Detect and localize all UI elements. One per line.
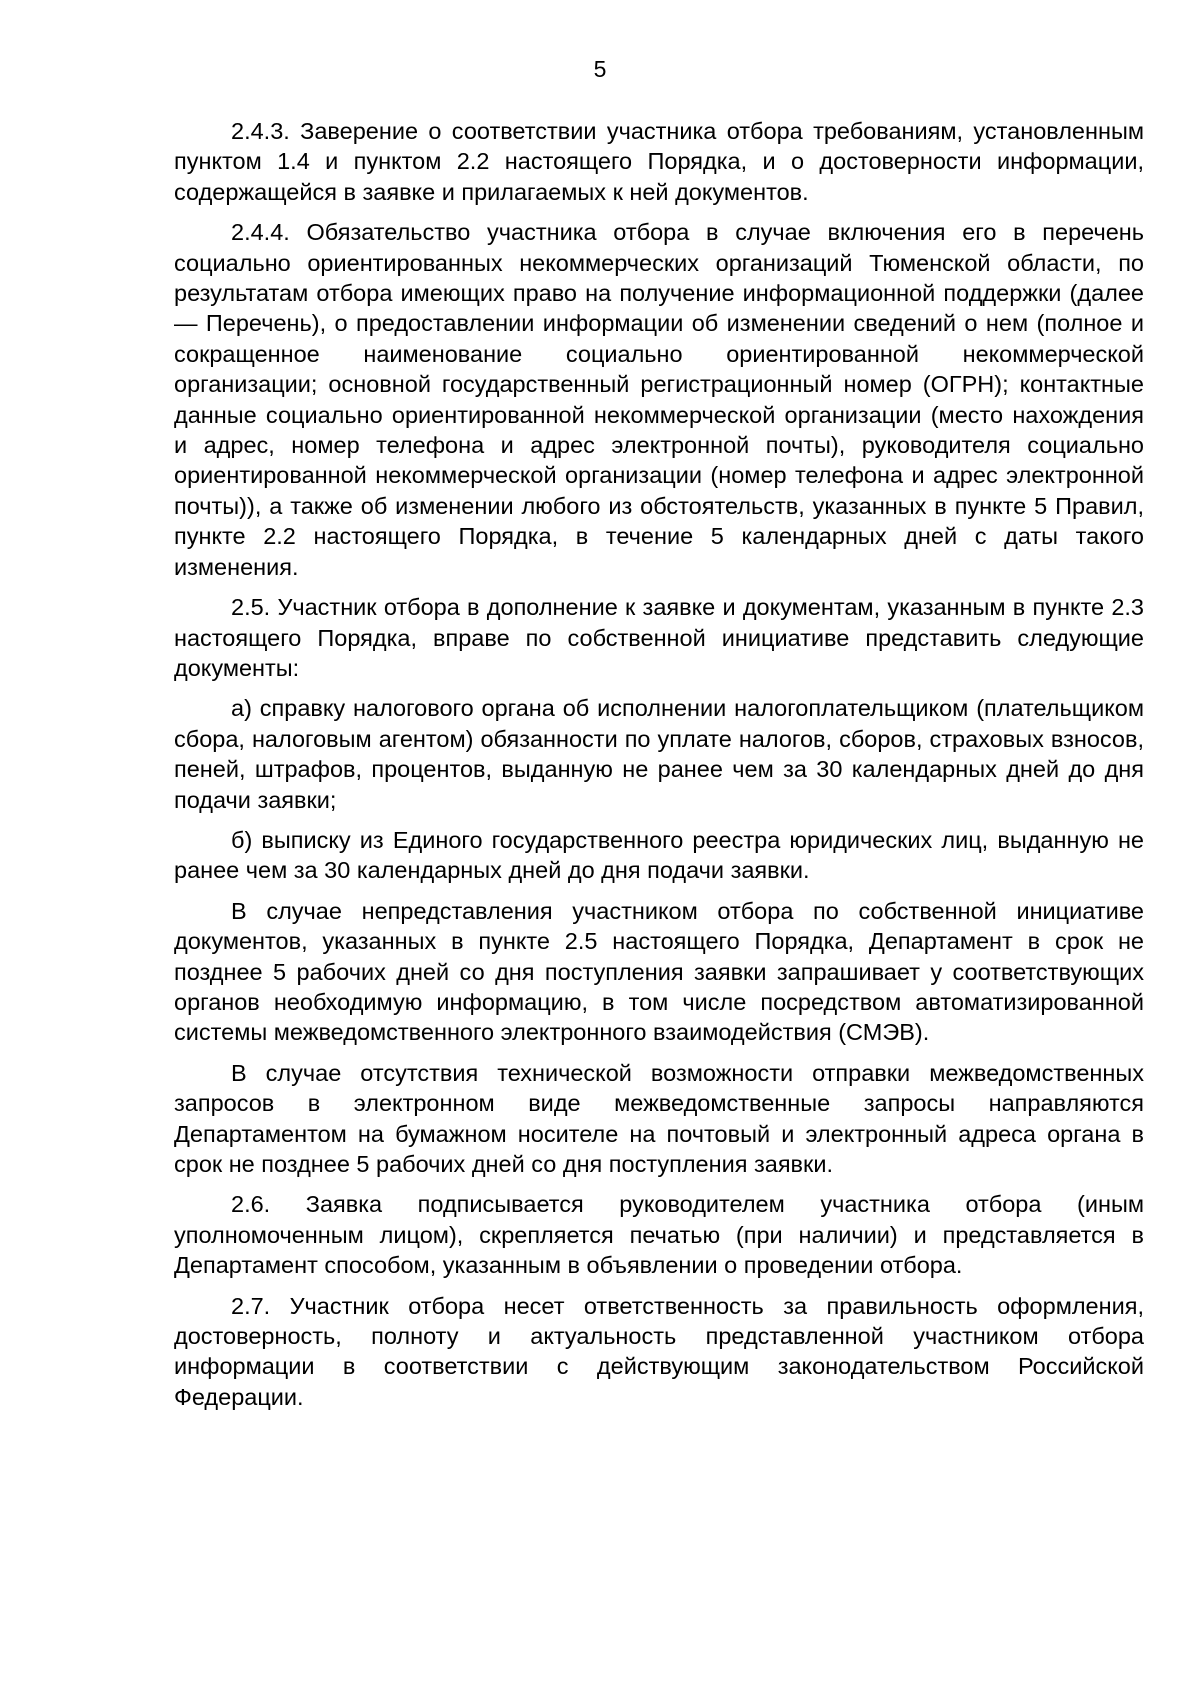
paragraph-2-7: 2.7. Участник отбора несет ответственность за правильность оформления, достоверность, полноту и актуальность представленной участником отбора информации в соответствии с действующим законодательством Российской Федерации.: [174, 1292, 1144, 1410]
paragraph-2-5: 2.5. Участник отбора в дополнение к заявке и документам, указанным в пункте 2.3 настоящего Порядка, вправе по собственной инициативе представить следующие документы:: [174, 594, 1144, 681]
paragraph-2-4-4: 2.4.4. Обязательство участника отбора в случае включения его в перечень социально ориентированных некоммерческих организаций Тюменской области, по результатам отбора имеющих право на получение информационной поддержки (далее — Перечень), о предоставлении информации об изменении сведений о нем (полное и сокращенное наименование социально ориентированной некоммерческой организации; основной государственный регистрационный номер (ОГРН); контактные данные социально ориентированной некоммерческой организации (место нахождения и адрес, номер телефона и адрес электронной почты), руководителя социально ориентированной некоммерческой организации (номер телефона и адрес электронной почты)), а также об изменении любого из обстоятельств, указанных в пункте 5 Правил, пункте 2.2 настоящего Порядка, в течение 5 календарных дней с даты такого изменения.: [174, 219, 1144, 580]
page-number: 5: [593, 56, 607, 82]
paragraph-non-submission: В случае непредставления участником отбора по собственной инициативе документов, указанных в пункте 2.5 настоящего Порядка, Департамент в срок не позднее 5 рабочих дней со дня поступления заявки запрашивает у соответствующих органов необходимую информацию, в том числе посредством автоматизированной системы межведомственного электронного взаимодействия (СМЭВ).: [174, 897, 1144, 1046]
paragraph-2-5-a: а) справку налогового органа об исполнении налогоплательщиком (плательщиком сбора, налоговым агентом) обязанности по уплате налогов, сборов, страховых взносов, пеней, штрафов, процентов, выданную не ранее чем за 30 календарных дней до дня подачи заявки;: [174, 695, 1144, 813]
paragraph-2-5-b: б) выписку из Единого государственного реестра юридических лиц, выданную не ранее чем за 30 календарных дней до дня подачи заявки.: [174, 826, 1144, 884]
paragraph-2-6: 2.6. Заявка подписывается руководителем участника отбора (иным уполномоченным лицом), скрепляется печатью (при наличии) и представляется в Департамент способом, указанным в объявлении о проведении отбора.: [174, 1191, 1144, 1279]
paragraph-2-4-3: 2.4.3. Заверение о соответствии участника отбора требованиям, установленным пунктом 1.4 и пунктом 2.2 настоящего Порядка, и о достоверности информации, содержащейся в заявке и прилагаемых к ней документов.: [174, 118, 1144, 205]
paragraph-no-technical-possibility: В случае отсутствия технической возможности отправки межведомственных запросов в электронном виде межведомственные запросы направляются Департаментом на бумажном носителе на почтовый и электронный адреса органа в срок не позднее 5 рабочих дней со дня поступления заявки.: [174, 1059, 1144, 1177]
document-body: [174, 116, 1144, 1422]
